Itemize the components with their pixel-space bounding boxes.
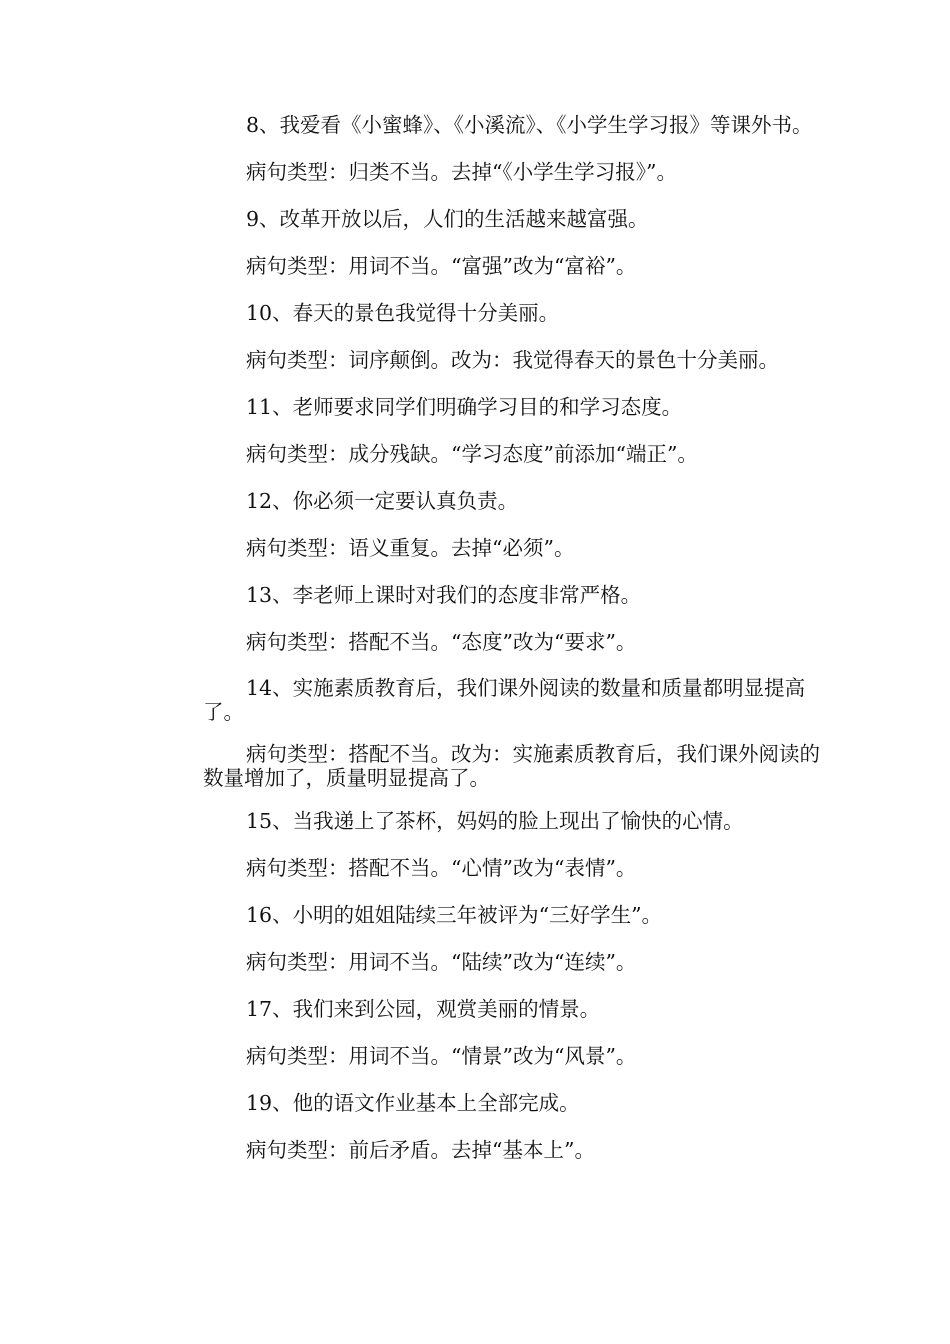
correction-19: 病句类型：前后矛盾。去掉“基本上”。 (246, 1138, 595, 1162)
example-sentence-9: 9、改革开放以后，人们的生活越来越富强。 (246, 207, 649, 231)
correction-13: 病句类型：搭配不当。“态度”改为“要求”。 (246, 630, 637, 654)
example-sentence-19: 19、他的语文作业基本上全部完成。 (246, 1091, 580, 1115)
example-sentence-8: 8、我爱看《小蜜蜂》、《小溪流》、《小学生学习报》等课外书。 (246, 113, 813, 137)
correction-14: 病句类型：搭配不当。改为：实施素质教育后，我们课外阅读的数量增加了，质量明显提高了。 (203, 742, 820, 790)
example-sentence-15: 15、当我递上了茶杯，妈妈的脸上现出了愉快的心情。 (246, 809, 744, 833)
example-sentence-10: 10、春天的景色我觉得十分美丽。 (246, 301, 560, 325)
example-sentence-11: 11、老师要求同学们明确学习目的和学习态度。 (246, 395, 683, 419)
correction-8: 病句类型：归类不当。去掉“《小学生学习报》”。 (246, 160, 677, 184)
example-sentence-13: 13、李老师上课时对我们的态度非常严格。 (246, 583, 642, 607)
example-sentence-14: 14、实施素质教育后，我们课外阅读的数量和质量都明显提高了。 (203, 676, 806, 724)
document-body (203, 112, 823, 1184)
example-sentence-16: 16、小明的姐姐陆续三年被评为“三好学生”。 (246, 903, 663, 927)
correction-17: 病句类型：用词不当。“情景”改为“风景”。 (246, 1044, 637, 1068)
correction-11: 病句类型：成分残缺。“学习态度”前添加“端正”。 (246, 442, 698, 466)
correction-9: 病句类型：用词不当。“富强”改为“富裕”。 (246, 254, 637, 278)
correction-10: 病句类型：词序颠倒。改为：我觉得春天的景色十分美丽。 (246, 348, 779, 372)
example-sentence-12: 12、你必须一定要认真负责。 (246, 489, 519, 513)
correction-15: 病句类型：搭配不当。“心情”改为“表情”。 (246, 856, 637, 880)
example-sentence-17: 17、我们来到公园，观赏美丽的情景。 (246, 997, 601, 1021)
correction-12: 病句类型：语义重复。去掉“必须”。 (246, 536, 575, 560)
correction-16: 病句类型：用词不当。“陆续”改为“连续”。 (246, 950, 637, 974)
